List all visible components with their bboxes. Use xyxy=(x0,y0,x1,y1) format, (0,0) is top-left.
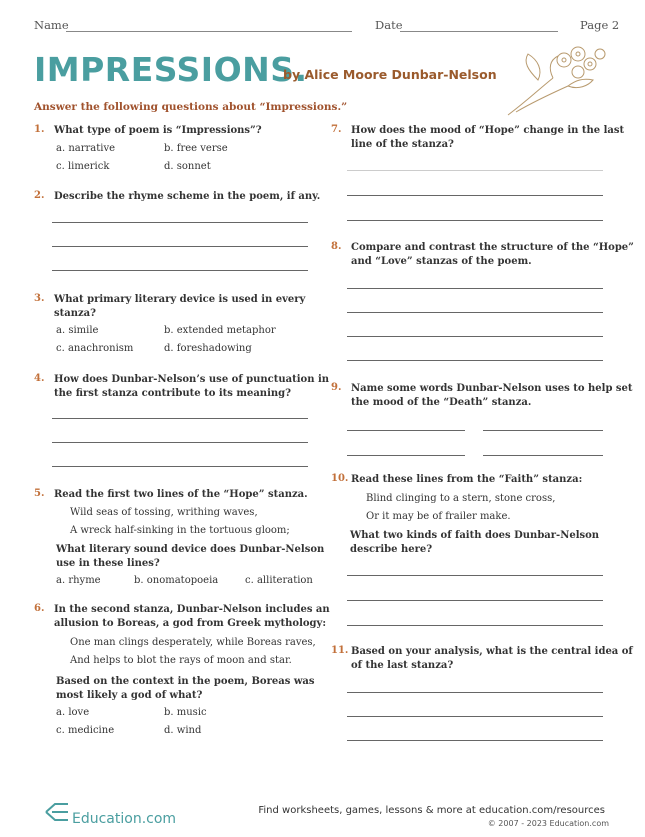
question-number: 2. xyxy=(34,190,45,201)
answer-line[interactable] xyxy=(347,195,603,196)
question-text: Name some words Dunbar-Nelson uses to help set xyxy=(351,383,633,394)
question-number: 7. xyxy=(331,124,342,135)
question-number: 4. xyxy=(34,373,45,384)
question-number: 6. xyxy=(34,603,45,614)
question-text: and “Love” stanzas of the poem. xyxy=(351,256,532,267)
question-number: 9. xyxy=(331,382,342,393)
question-number: 10. xyxy=(331,473,349,484)
followup-text: Based on the context in the poem, Boreas was xyxy=(56,676,315,687)
education-logo-icon xyxy=(44,800,70,824)
option[interactable]: a. rhyme xyxy=(56,575,101,586)
poem-quote-line: One man clings desperately, while Boreas raves, xyxy=(70,637,316,648)
answer-line[interactable] xyxy=(52,466,308,467)
answer-line[interactable] xyxy=(347,170,603,171)
answer-line[interactable] xyxy=(483,430,603,431)
answer-line[interactable] xyxy=(483,455,603,456)
followup-text: use in these lines? xyxy=(56,558,160,569)
footer-tagline[interactable]: Find worksheets, games, lessons & more at education.com/resources xyxy=(258,805,605,816)
option[interactable]: a. love xyxy=(56,707,90,718)
worksheet-title: IMPRESSIONS. xyxy=(34,50,308,89)
question-text: Read the first two lines of the “Hope” stanza. xyxy=(54,489,308,500)
followup-text: What literary sound device does Dunbar-Nelson xyxy=(56,544,325,555)
option[interactable]: b. music xyxy=(164,707,207,718)
question-text: What primary literary device is used in every xyxy=(54,294,306,305)
option[interactable]: b. free verse xyxy=(164,143,228,154)
option[interactable]: c. limerick xyxy=(56,161,110,172)
option[interactable]: d. wind xyxy=(164,725,202,736)
page-number: Page 2 xyxy=(580,18,620,32)
answer-line[interactable] xyxy=(347,625,603,626)
poem-quote-line: A wreck half-sinking in the tortuous gloom; xyxy=(70,525,290,536)
question-text: the mood of the “Death” stanza. xyxy=(351,397,532,408)
answer-line[interactable] xyxy=(347,740,603,741)
question-text: In the second stanza, Dunbar-Nelson includes an xyxy=(54,604,330,615)
question-text: of the last stanza? xyxy=(351,660,454,671)
answer-line[interactable] xyxy=(347,360,603,361)
option[interactable]: b. extended metaphor xyxy=(164,325,276,336)
answer-line[interactable] xyxy=(347,288,603,289)
date-line[interactable] xyxy=(400,31,558,32)
education-logo-text[interactable]: Education.com xyxy=(72,811,177,827)
date-label: Date xyxy=(375,18,403,32)
name-label: Name xyxy=(34,18,69,32)
option[interactable]: d. sonnet xyxy=(164,161,211,172)
answer-line[interactable] xyxy=(347,220,603,221)
question-text: Compare and contrast the structure of the “Hope” xyxy=(351,242,634,253)
footer-copyright: © 2007 - 2023 Education.com xyxy=(487,819,609,828)
poem-quote-line: And helps to blot the rays of moon and star. xyxy=(70,655,292,666)
option[interactable]: b. onomatopoeia xyxy=(134,575,219,586)
answer-line[interactable] xyxy=(347,455,465,456)
answer-line[interactable] xyxy=(347,600,603,601)
poem-quote-line: Or it may be of frailer make. xyxy=(366,511,511,522)
question-text: stanza? xyxy=(54,308,97,319)
answer-line[interactable] xyxy=(347,575,603,576)
option[interactable]: c. anachronism xyxy=(56,343,134,354)
question-number: 8. xyxy=(331,241,342,252)
option[interactable]: a. simile xyxy=(56,325,99,336)
question-text: Describe the rhyme scheme in the poem, if any. xyxy=(54,191,321,202)
answer-line[interactable] xyxy=(52,442,308,443)
answer-line[interactable] xyxy=(347,692,603,693)
poem-quote-line: Wild seas of tossing, writhing waves, xyxy=(70,507,258,518)
answer-line[interactable] xyxy=(347,430,465,431)
question-text: What type of poem is “Impressions”? xyxy=(54,125,262,136)
name-line[interactable] xyxy=(66,31,352,32)
question-text: Based on your analysis, what is the central idea of xyxy=(351,646,633,657)
instructions: Answer the following questions about “Impressions.” xyxy=(34,101,348,113)
author-byline: by Alice Moore Dunbar-Nelson xyxy=(283,67,497,82)
option[interactable]: c. alliteration xyxy=(245,575,313,586)
question-number: 1. xyxy=(34,124,45,135)
question-text: How does Dunbar-Nelson’s use of punctuation in xyxy=(54,374,330,385)
answer-line[interactable] xyxy=(347,312,603,313)
question-text: How does the mood of “Hope” change in the last xyxy=(351,125,625,136)
answer-line[interactable] xyxy=(347,716,603,717)
followup-text: What two kinds of faith does Dunbar-Nelson xyxy=(350,530,600,541)
answer-line[interactable] xyxy=(52,270,308,271)
question-number: 5. xyxy=(34,488,45,499)
answer-line[interactable] xyxy=(52,222,308,223)
answer-line[interactable] xyxy=(52,246,308,247)
question-text: the first stanza contribute to its meaning? xyxy=(54,388,291,399)
question-number: 3. xyxy=(34,293,45,304)
poem-quote-line: Blind clinging to a stern, stone cross, xyxy=(366,493,556,504)
question-text: Read these lines from the “Faith” stanza: xyxy=(351,474,583,485)
question-text: allusion to Boreas, a god from Greek mythology: xyxy=(54,618,327,629)
option[interactable]: c. medicine xyxy=(56,725,115,736)
followup-text: most likely a god of what? xyxy=(56,690,203,701)
answer-line[interactable] xyxy=(52,418,308,419)
question-text: line of the stanza? xyxy=(351,139,454,150)
flower-illustration xyxy=(498,40,618,120)
option[interactable]: a. narrative xyxy=(56,143,116,154)
answer-line[interactable] xyxy=(347,336,603,337)
option[interactable]: d. foreshadowing xyxy=(164,343,252,354)
followup-text: describe here? xyxy=(350,544,433,555)
question-number: 11. xyxy=(331,645,349,656)
